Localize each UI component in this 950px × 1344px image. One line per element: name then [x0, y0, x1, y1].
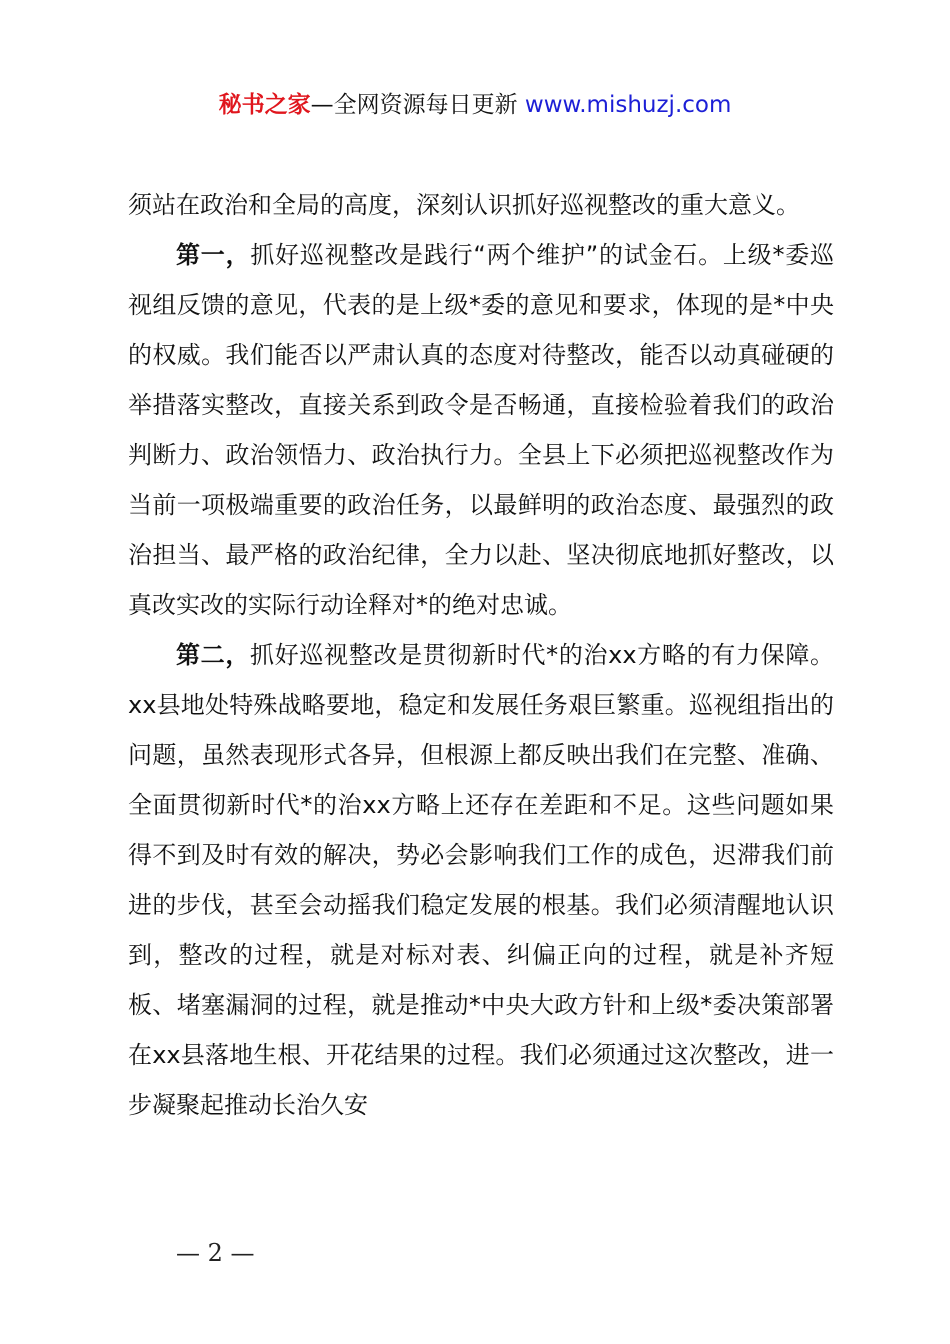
paragraph-continuation: 须站在政治和全局的高度，深刻认识抓好巡视整改的重大意义。: [128, 191, 800, 219]
paragraph-text: 抓好巡视整改是贯彻新时代*的治xx方略的有力保障。xx县地处特殊战略要地，稳定和发展任务艰巨繁重。巡视组指出的问题，虽然表现形式各异，但根源上都反映出我们在完整、准确、全面贯彻新时代*的治xx方略上还存在差距和不足。这些问题如果得不到及时有效的解决，势必会影响我们工作的成色，迟滞我们前进的步伐，甚至会动摇我们稳定发展的根基。我们必须清醒地认识到，整改的过程，就是对标对表、纠偏正向的过程，就是补齐短板、堵塞漏洞的过程，就是推动*中央大政方针和上级*委决策部署在xx县落地生根、开花结果的过程。我们必须通过这次整改，进一步凝聚起推动长治久安: [128, 641, 834, 1119]
paragraph-second-point: [128, 630, 834, 1130]
header-tagline: —全网资源每日更新: [310, 92, 525, 118]
paragraph-text: 抓好巡视整改是践行“两个维护”的试金石。上级*委巡视组反馈的意见，代表的是上级*委的意见和要求，体现的是*中央的权威。我们能否以严肃认真的态度对待整改，能否以动真碰硬的举措落实整改，直接关系到政令是否畅通，直接检验着我们的政治判断力、政治领悟力、政治执行力。全县上下必须把巡视整改作为当前一项极端重要的政治任务，以最鲜明的政治态度、最强烈的政治担当、最严格的政治纪律，全力以赴、坚决彻底地抓好整改，以真改实改的实际行动诠释对*的绝对忠诚。: [128, 241, 835, 619]
document-body: [128, 180, 834, 1130]
site-header: [0, 88, 950, 122]
page-number: — 2 —: [176, 1239, 255, 1267]
site-url-link[interactable]: www.mishuzj.com: [524, 92, 732, 118]
brand-name: 秘书之家: [218, 92, 311, 118]
paragraph-lead: 第二，: [176, 641, 251, 669]
paragraph-lead: 第一，: [176, 241, 251, 269]
paragraph-first-point: [128, 230, 834, 630]
